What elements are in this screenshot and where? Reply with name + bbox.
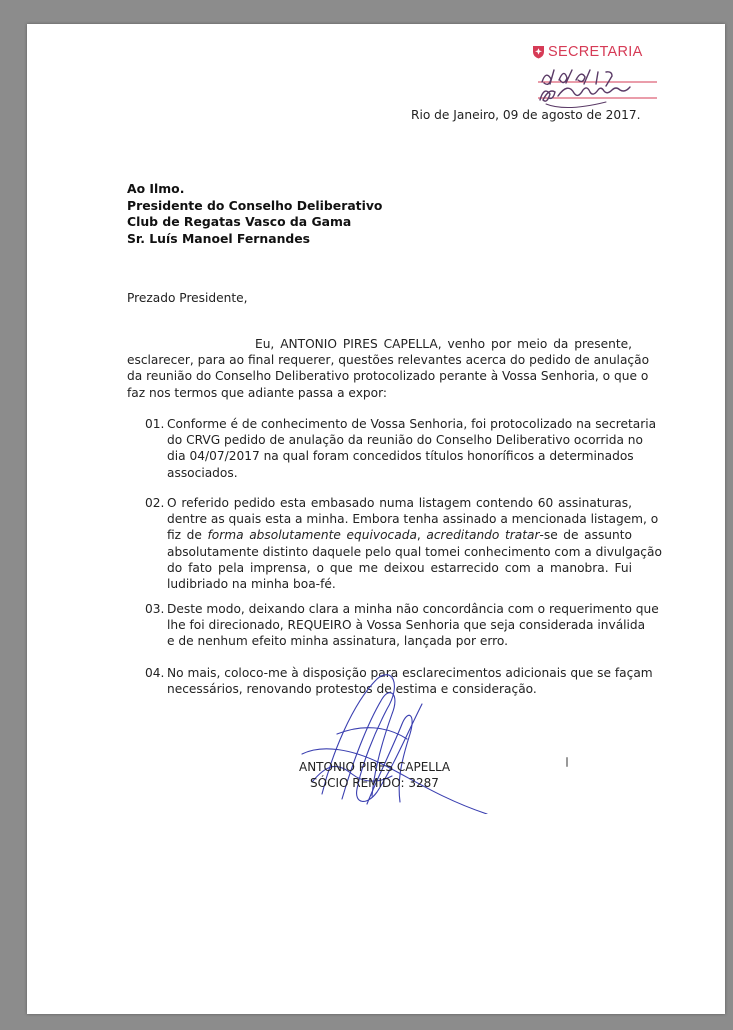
intro-line: esclarecer, para ao final requerer, questões relevantes acerca do pedido de anulação (127, 353, 650, 368)
handwritten-signature (282, 664, 492, 814)
signer-name: ANTONIO PIRES CAPELLA (299, 760, 451, 774)
item-line: associados. (167, 465, 238, 480)
secretaria-received-stamp (532, 44, 657, 114)
signer-membership: SÓCIO REMIDO: 3287 (310, 776, 439, 790)
recipient-name: Sr. Luís Manoel Fernandes (127, 230, 311, 246)
item-line: O referido pedido esta embasado numa listagem contendo 60 assinaturas, (167, 496, 632, 510)
intro-line: da reunião do Conselho Deliberativo protocolizado perante à Vossa Senhoria, o que o (127, 369, 649, 384)
item-line: do fato pela imprensa, o que me deixou estarrecido com a manobra. Fui (167, 560, 632, 575)
item-line: absolutamente distinto daquele pelo qual tomei conhecimento com a divulgação (167, 544, 662, 559)
intro-line: faz nos termos que adiante passa a expor: (127, 385, 388, 400)
item-text (167, 601, 659, 650)
item-line: e de nenhum efeito minha assinatura, lançada por erro. (167, 634, 508, 649)
item-line: Deste modo, deixando clara a minha não concordância com o requerimento que (167, 602, 659, 616)
item-line-mixed: fiz de forma absolutamente equivocada, acreditando tratar-se de assunto (167, 528, 632, 543)
item-text (167, 416, 657, 481)
recipient-block (127, 181, 382, 247)
intro-line: Eu, ANTONIO PIRES CAPELLA, venho por meio da presente, (255, 337, 632, 351)
vasco-cross-shield-icon (532, 45, 545, 59)
item-line: Conforme é de conhecimento de Vossa Senhoria, foi protocolizado na secretaria (167, 417, 657, 431)
item-number: 03. (145, 602, 165, 616)
item-line: No mais, coloco-me à disposição para esclarecimentos adicionais que se façam (167, 666, 653, 680)
recipient-position: Presidente do Conselho Deliberativo (127, 197, 383, 213)
item-line: lhe foi direcionado, REQUEIRO à Vossa Senhoria que seja considerada inválida (167, 618, 646, 633)
letter-page (27, 24, 725, 1014)
item-line: dia 04/07/2017 na qual foram concedidos títulos honoríficos a determinados (167, 449, 634, 464)
item-line: necessários, renovando protestos de estima e consideração. (167, 682, 537, 697)
item-number: 01. (145, 417, 165, 431)
salutation: Prezado Presidente, (127, 291, 248, 305)
item-number: 04. (145, 666, 165, 680)
stamp-handwritten-date (532, 60, 657, 114)
item-number: 02. (145, 496, 165, 510)
item-text (167, 495, 662, 592)
recipient-title: Ao Ilmo. (127, 181, 185, 196)
recipient-club: Club de Regatas Vasco da Gama (127, 214, 352, 229)
intro-paragraph (127, 336, 650, 401)
stamp-header (532, 44, 643, 60)
item-line: do CRVG pedido de anulação da reunião do Conselho Deliberativo ocorrida no (167, 433, 643, 448)
item-line: ludibriado na minha boa-fé. (167, 577, 336, 592)
stamp-label: SECRETARIA (548, 44, 643, 60)
item-line: dentre as quais esta a minha. Embora tenha assinado a mencionada listagem, o (167, 512, 659, 527)
date-line: Rio de Janeiro, 09 de agosto de 2017. (411, 108, 641, 122)
stray-ink-mark (566, 757, 568, 767)
